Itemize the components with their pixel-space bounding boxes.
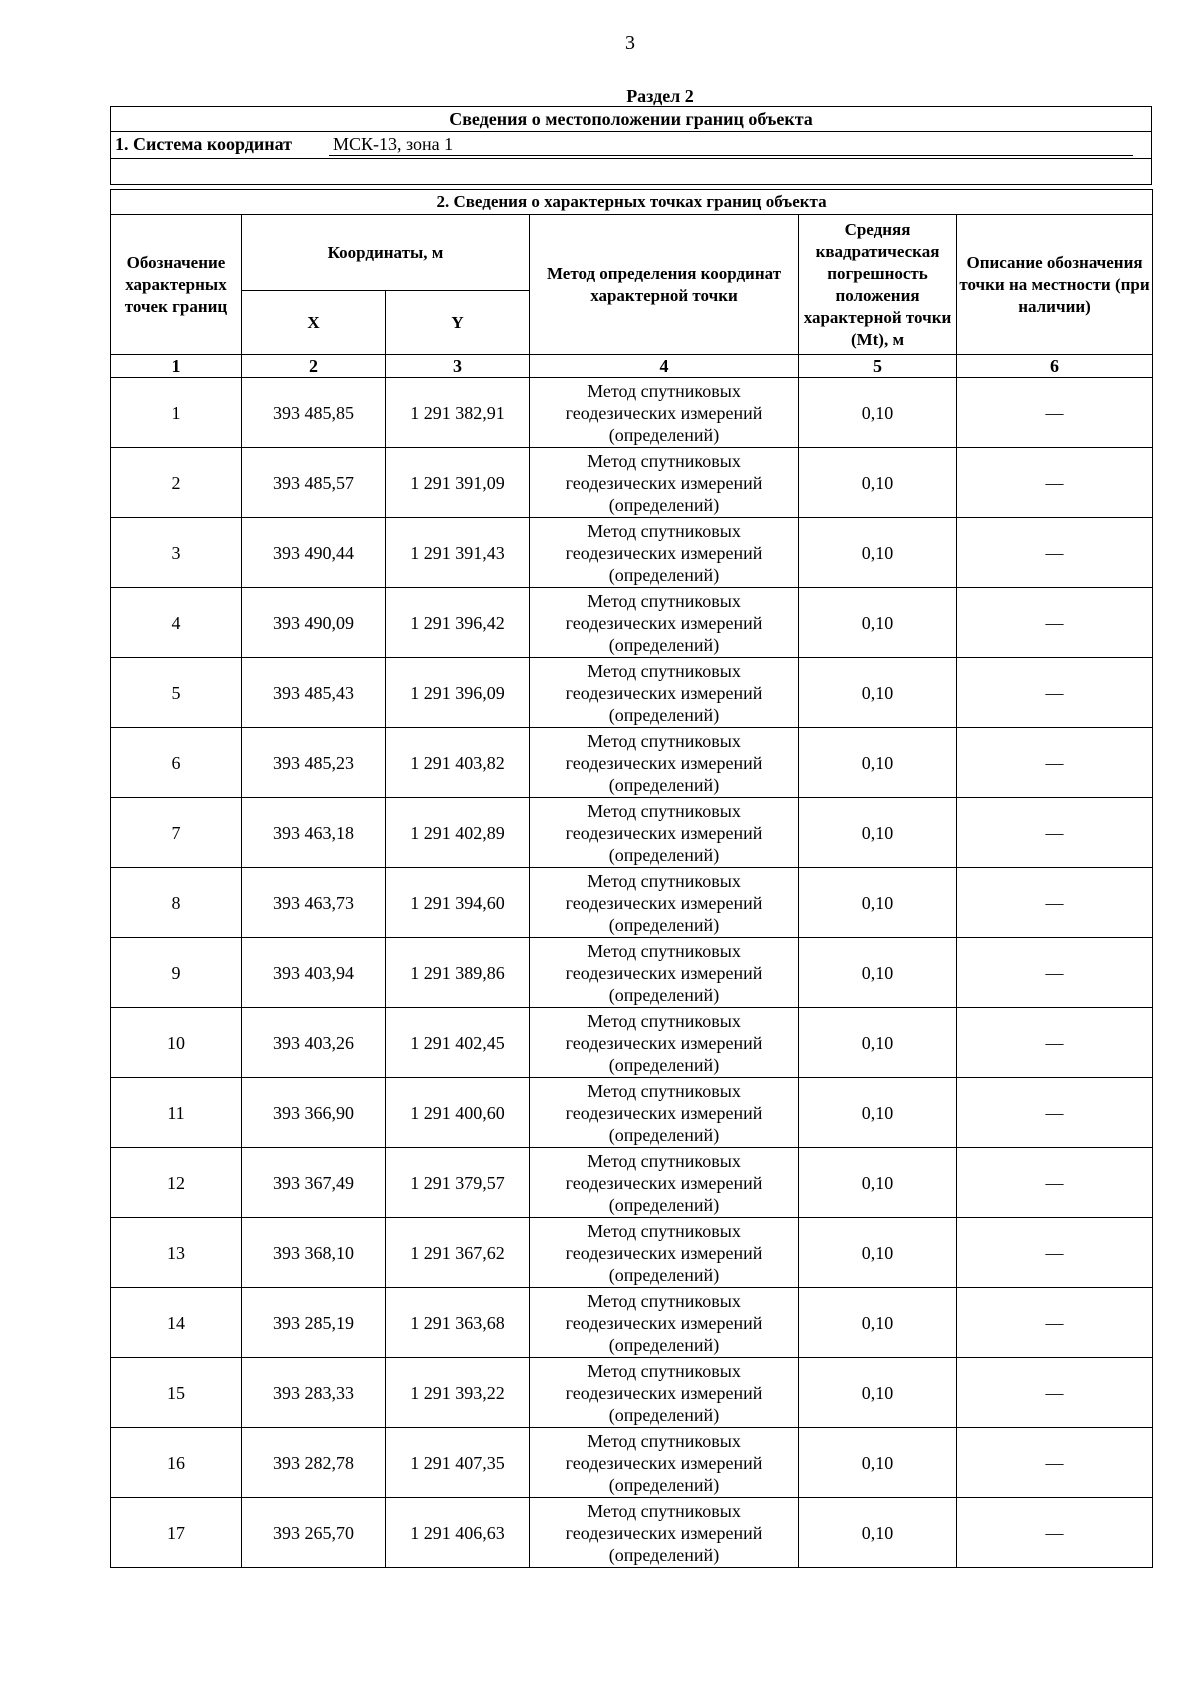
method: Метод спутниковых геодезических измерений (определений) [530,1148,799,1218]
coord-y: 1 291 403,82 [386,728,530,798]
mean-error: 0,10 [799,1078,957,1148]
col-x-header: X [242,291,386,355]
description: — [957,1428,1153,1498]
coord-x: 393 403,26 [242,1008,386,1078]
method: Метод спутниковых геодезических измерений (определений) [530,1288,799,1358]
coordinate-system-label: 1. Система координат [115,134,292,154]
description: — [957,1008,1153,1078]
table-row [111,798,1153,868]
mean-error: 0,10 [799,518,957,588]
table-row [111,1218,1153,1288]
table-row [111,658,1153,728]
description: — [957,728,1153,798]
coord-y: 1 291 394,60 [386,868,530,938]
points-section-title: 2. Сведения о характерных точках границ объекта [111,190,1153,215]
point-number: 7 [111,798,242,868]
method: Метод спутниковых геодезических измерений (определений) [530,938,799,1008]
table-row [111,1358,1153,1428]
col-number: 2 [242,355,386,378]
point-number: 16 [111,1428,242,1498]
col-description-header: Описание обозначения точки на местности (при наличии) [957,215,1153,355]
table-row [111,728,1153,798]
coord-x: 393 485,23 [242,728,386,798]
coord-y: 1 291 363,68 [386,1288,530,1358]
coordinate-system-value: МСК-13, зона 1 [329,134,1133,156]
point-number: 12 [111,1148,242,1218]
method: Метод спутниковых геодезических измерений (определений) [530,798,799,868]
mean-error: 0,10 [799,1288,957,1358]
point-number: 17 [111,1498,242,1568]
description: — [957,1358,1153,1428]
coord-y: 1 291 382,91 [386,378,530,448]
point-number: 2 [111,448,242,518]
coord-y: 1 291 393,22 [386,1358,530,1428]
coord-x: 393 285,19 [242,1288,386,1358]
description: — [957,1288,1153,1358]
coord-y: 1 291 391,43 [386,518,530,588]
method: Метод спутниковых геодезических измерений (определений) [530,448,799,518]
coord-x: 393 463,73 [242,868,386,938]
section-title: Раздел 2 [626,86,694,106]
mean-error: 0,10 [799,1428,957,1498]
coord-x: 393 283,33 [242,1358,386,1428]
col-method-header: Метод определения координат характерной точки [530,215,799,355]
col-number: 4 [530,355,799,378]
mean-error: 0,10 [799,588,957,658]
coord-y: 1 291 389,86 [386,938,530,1008]
coord-x: 393 490,09 [242,588,386,658]
method: Метод спутниковых геодезических измерений (определений) [530,588,799,658]
coord-x: 393 485,57 [242,448,386,518]
mean-error: 0,10 [799,1148,957,1218]
table-row [111,1008,1153,1078]
description: — [957,1218,1153,1288]
col-y-header: Y [386,291,530,355]
description: — [957,868,1153,938]
point-number: 4 [111,588,242,658]
mean-error: 0,10 [799,868,957,938]
mean-error: 0,10 [799,798,957,868]
description: — [957,658,1153,728]
table-row [111,518,1153,588]
mean-error: 0,10 [799,938,957,1008]
point-number: 15 [111,1358,242,1428]
table-row [111,1148,1153,1218]
point-number: 6 [111,728,242,798]
point-number: 10 [111,1008,242,1078]
mean-error: 0,10 [799,658,957,728]
description: — [957,1078,1153,1148]
point-number: 5 [111,658,242,728]
method: Метод спутниковых геодезических измерений (определений) [530,1218,799,1288]
col-coordinates-header: Координаты, м [242,215,530,291]
coord-y: 1 291 406,63 [386,1498,530,1568]
method: Метод спутниковых геодезических измерений (определений) [530,518,799,588]
description: — [957,1498,1153,1568]
method: Метод спутниковых геодезических измерений (определений) [530,1078,799,1148]
point-number: 1 [111,378,242,448]
point-number: 3 [111,518,242,588]
description: — [957,518,1153,588]
coord-x: 393 265,70 [242,1498,386,1568]
coord-y: 1 291 407,35 [386,1428,530,1498]
col-number: 3 [386,355,530,378]
method: Метод спутниковых геодезических измерений (определений) [530,1428,799,1498]
coord-y: 1 291 379,57 [386,1148,530,1218]
table-row [111,868,1153,938]
method: Метод спутниковых геодезических измерений (определений) [530,658,799,728]
coord-x: 393 485,43 [242,658,386,728]
coord-x: 393 490,44 [242,518,386,588]
method: Метод спутниковых геодезических измерений (определений) [530,1498,799,1568]
description: — [957,798,1153,868]
point-number: 14 [111,1288,242,1358]
coord-y: 1 291 391,09 [386,448,530,518]
location-title: Сведения о местоположении границ объекта [111,107,1152,132]
table-row [111,1428,1153,1498]
table-row [111,1498,1153,1568]
coord-y: 1 291 402,89 [386,798,530,868]
point-number: 9 [111,938,242,1008]
table-row [111,938,1153,1008]
table-row [111,378,1153,448]
description: — [957,448,1153,518]
mean-error: 0,10 [799,728,957,798]
coord-y: 1 291 402,45 [386,1008,530,1078]
mean-error: 0,10 [799,1008,957,1078]
description: — [957,938,1153,1008]
coordinate-system-row [111,132,1152,159]
mean-error: 0,10 [799,1498,957,1568]
coord-y: 1 291 396,09 [386,658,530,728]
table-row [111,588,1153,658]
method: Метод спутниковых геодезических измерений (определений) [530,1358,799,1428]
coord-x: 393 463,18 [242,798,386,868]
method: Метод спутниковых геодезических измерений (определений) [530,378,799,448]
col-number: 1 [111,355,242,378]
coord-y: 1 291 367,62 [386,1218,530,1288]
col-number: 6 [957,355,1153,378]
point-number: 13 [111,1218,242,1288]
table-row [111,1078,1153,1148]
points-table [110,189,1153,1568]
coord-x: 393 366,90 [242,1078,386,1148]
mean-error: 0,10 [799,378,957,448]
point-number: 8 [111,868,242,938]
points-table-body [111,378,1153,1568]
col-error-header: Средняя квадратическая погрешность положения характерной точки (Mt), м [799,215,957,355]
method: Метод спутниковых геодезических измерений (определений) [530,728,799,798]
method: Метод спутниковых геодезических измерений (определений) [530,868,799,938]
coord-x: 393 282,78 [242,1428,386,1498]
col-number: 5 [799,355,957,378]
coord-x: 393 485,85 [242,378,386,448]
table-row [111,448,1153,518]
coord-x: 393 403,94 [242,938,386,1008]
blank-row [111,159,1152,185]
coord-y: 1 291 400,60 [386,1078,530,1148]
mean-error: 0,10 [799,1218,957,1288]
description: — [957,1148,1153,1218]
coord-x: 393 368,10 [242,1218,386,1288]
coord-x: 393 367,49 [242,1148,386,1218]
mean-error: 0,10 [799,448,957,518]
mean-error: 0,10 [799,1358,957,1428]
coord-y: 1 291 396,42 [386,588,530,658]
col-point-header: Обозначение характерных точек границ [111,215,242,355]
method: Метод спутниковых геодезических измерений (определений) [530,1008,799,1078]
description: — [957,588,1153,658]
page-number: 3 [625,32,635,54]
table-row [111,1288,1153,1358]
point-number: 11 [111,1078,242,1148]
description: — [957,378,1153,448]
location-header-table [110,106,1152,185]
